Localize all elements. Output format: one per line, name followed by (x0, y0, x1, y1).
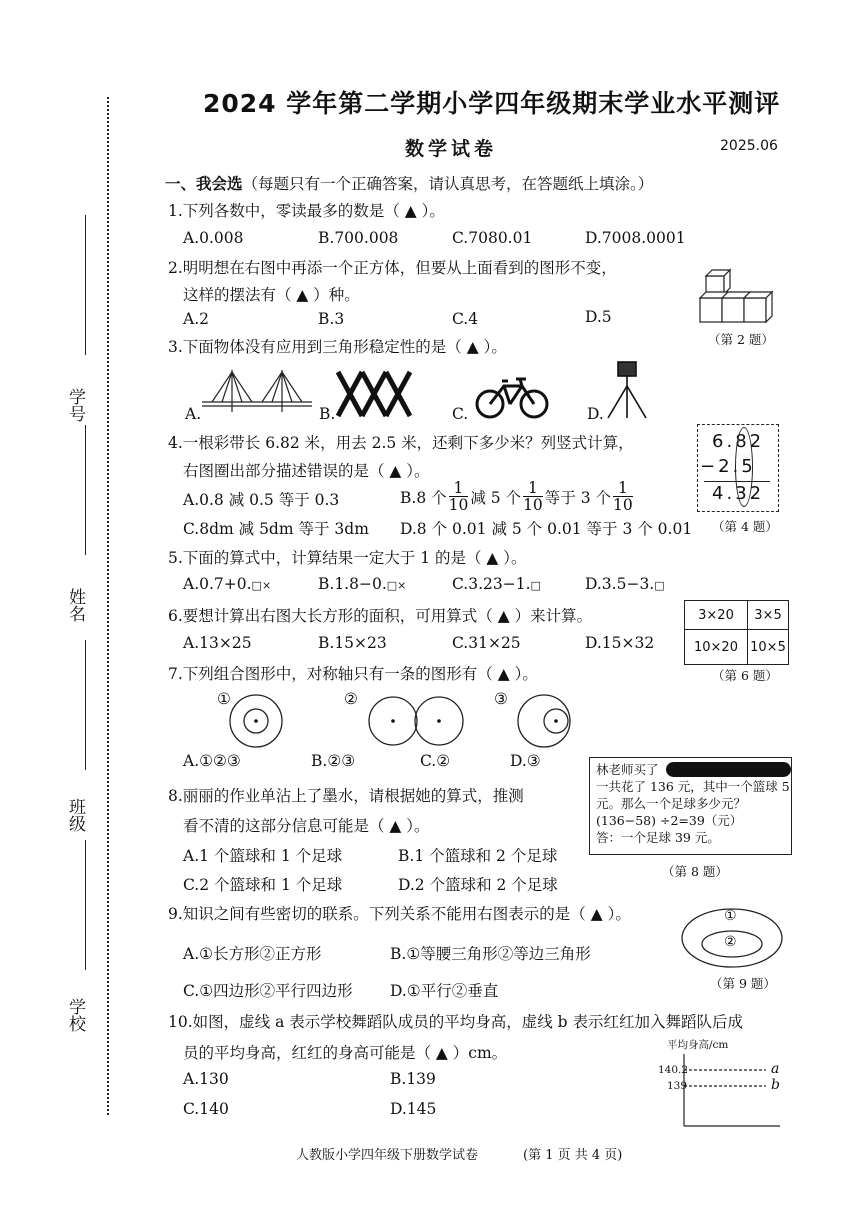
q3-bicycle-figure (474, 372, 550, 420)
q8-option-b: B.1 个篮球和 2 个足球 (398, 847, 558, 865)
q8-caption: （第 8 题） (662, 864, 728, 879)
q2-option-c: C.4 (452, 310, 479, 328)
q3-option-c: C. (452, 405, 469, 423)
q2-caption: （第 2 题） (708, 332, 774, 347)
q2-stem-line2: 这样的摆法有（ ▲ ）种。 (183, 286, 360, 304)
class-line (85, 840, 86, 970)
q9-caption: （第 9 题） (710, 976, 776, 991)
q4-vertical-calc (697, 424, 779, 512)
q1-option-b: B.700.008 (318, 229, 399, 247)
name-line-upper (85, 425, 86, 555)
q8-card-line-1: 林老师买了 (596, 761, 785, 778)
q6-option-a: A.13×25 (183, 634, 252, 652)
footer-page-number: (第 1 页 共 4 页) (523, 1148, 623, 1163)
student-id-line (85, 215, 86, 355)
q3-bridge-figure (202, 364, 312, 414)
q9-option-c: C.①四边形②平行四边形 (183, 982, 353, 1000)
q9-figure-label-1: ① (724, 908, 737, 924)
q7-figure-label-2: ② (344, 690, 358, 708)
q10-average-height-chart (632, 1052, 782, 1130)
section-heading (165, 172, 653, 194)
q10-chart-axis-label: 平均身高/cm (667, 1039, 729, 1051)
q8-card-line-4: (136−58) ÷2=39（元） (596, 813, 743, 828)
exam-title: 2024 学年第二学期小学四年级期末学业水平测评 (203, 89, 781, 118)
calc-row-1: 6.82 (712, 431, 765, 452)
q4-option-c: C.8dm 减 5dm 等于 3dm (183, 520, 369, 538)
q2-cube-figure (696, 262, 778, 332)
q4-fraction-2 (523, 480, 543, 513)
q9-option-a: A.①长方形②正方形 (183, 945, 322, 963)
q4-option-b-text1: B.8 个 (400, 488, 447, 507)
q10-option-a: A.130 (183, 1070, 229, 1088)
grid-cell: 3×5 (748, 601, 789, 630)
fraction-denominator: 10 (613, 496, 633, 514)
footer-title: 人教版小学四年级下册数学试卷 (296, 1148, 479, 1163)
q4-option-b (400, 480, 635, 513)
q10-tick-b: 139 (667, 1080, 688, 1092)
q8-card-line-2: 一共花了 136 元，其中一个篮球 5 (596, 779, 790, 794)
q4-option-a: A.0.8 减 0.5 等于 0.3 (183, 491, 340, 509)
q7-option-c: C.② (420, 752, 451, 770)
q7-figure-label-1: ① (217, 690, 231, 708)
q3-tripod-figure (604, 360, 650, 420)
q8-card-line-5: 答：一个足球 39 元。 (596, 830, 720, 845)
q4-option-b-text2: 减 5 个 (470, 488, 522, 507)
q10-tick-a: 140.2 (658, 1064, 689, 1076)
q9-option-b: B.①等腰三角形②等边三角形 (390, 945, 591, 963)
q5-option-b: B.1.8−0.□× (318, 575, 407, 593)
q9-figure-label-2: ② (724, 934, 737, 950)
q10-stem-line2: 员的平均身高，红红的身高可能是（ ▲ ）cm。 (183, 1044, 508, 1062)
q4-option-b-text3: 等于 3 个 (544, 488, 612, 507)
q8-option-a: A.1 个篮球和 1 个足球 (183, 847, 343, 865)
fraction-numerator: 1 (453, 479, 464, 497)
q4-fraction-1 (449, 480, 469, 513)
q8-card-line-3: 元。那么一个足球多少元？ (596, 796, 747, 811)
calc-row-3: 4.32 (712, 483, 765, 504)
q6-stem: 6.要想计算出右图大长方形的面积，可用算式（ ▲ ）来计算。 (168, 607, 593, 625)
q10-option-c: C.140 (183, 1100, 229, 1118)
class-label: 班级 (65, 798, 85, 832)
q2-stem-line1: 2.明明想在右图中再添一个正方体，但要从上面看到的图形不变， (168, 259, 617, 277)
q10-stem-line1: 10.如图，虚线 a 表示学校舞蹈队成员的平均身高，虚线 b 表示红红加入舞蹈队后成 (168, 1013, 744, 1031)
section-note: （每题只有一个正确答案，请认真思考，在答题纸上填涂。） (242, 175, 654, 193)
fraction-denominator: 10 (448, 496, 469, 514)
q9-stem: 9.知识之间有些密切的联系。下列关系不能用右图表示的是（ ▲ ）。 (168, 905, 631, 923)
exam-subtitle: 数学试卷 (405, 138, 498, 160)
name-line-lower (85, 640, 86, 770)
q4-stem-line2: 右图圈出部分描述错误的是（ ▲ ）。 (183, 462, 430, 480)
fraction-denominator: 10 (523, 496, 543, 514)
q7-figure-label-3: ③ (494, 690, 508, 708)
q10-line-a-label: a (771, 1061, 780, 1077)
calc-row-2: −2.5 (700, 456, 756, 477)
q5-option-a: A.0.7+0.□× (183, 575, 272, 593)
q7-option-b: B.②③ (311, 752, 356, 770)
q6-area-grid (684, 600, 789, 665)
q3-option-b: B. (319, 405, 336, 423)
binding-dotted-line (107, 97, 109, 1115)
q5-option-c: C.3.23−1.□ (452, 575, 541, 593)
q6-option-d: D.15×32 (585, 634, 655, 652)
q2-option-a: A.2 (183, 310, 209, 328)
ink-blot (666, 762, 791, 777)
q8-option-d: D.2 个篮球和 2 个足球 (398, 876, 558, 894)
q6-option-c: C.31×25 (452, 634, 521, 652)
q8-stem-line1: 8.丽丽的作业单沾上了墨水，请根据她的算式，推测 (168, 787, 524, 805)
q3-lattice-figure (334, 368, 414, 420)
grid-cell: 10×20 (685, 630, 748, 665)
q7-figure-3-inner-circle (516, 693, 572, 749)
q8-stem-line2: 看不清的这部分信息可能是（ ▲ ）。 (183, 817, 430, 835)
q4-fraction-3 (613, 480, 633, 513)
q6-caption: （第 6 题） (712, 668, 778, 683)
fraction-numerator: 1 (527, 479, 538, 497)
student-id-label: 学号 (65, 388, 85, 422)
q5-option-d: D.3.5−3.□ (585, 575, 665, 593)
q1-option-d: D.7008.0001 (585, 229, 686, 247)
q3-option-a: A. (185, 405, 202, 423)
q3-stem: 3.下面物体没有应用到三角形稳定性的是（ ▲ ）。 (168, 338, 507, 356)
exam-date: 2025.06 (720, 138, 778, 154)
q2-option-d: D.5 (585, 308, 612, 326)
grid-cell: 10×5 (748, 630, 789, 665)
q10-option-b: B.139 (390, 1070, 436, 1088)
q7-option-a: A.①②③ (183, 752, 241, 770)
q1-option-a: A.0.008 (183, 229, 244, 247)
q8-option-c: C.2 个篮球和 1 个足球 (183, 876, 343, 894)
q6-option-b: B.15×23 (318, 634, 387, 652)
q1-option-c: C.7080.01 (452, 229, 533, 247)
name-label: 姓名 (65, 588, 85, 622)
fraction-numerator: 1 (617, 479, 628, 497)
q7-figure-2-tangent-circles (368, 694, 464, 748)
q4-stem-line1: 4.一根彩带长 6.82 米，用去 2.5 米，还剩下多少米？列竖式计算， (168, 434, 634, 452)
school-label: 学校 (65, 998, 85, 1032)
grid-cell: 3×20 (685, 601, 748, 630)
q7-figure-1-concentric-circles (228, 693, 284, 749)
section-title: 一、我会选 (165, 174, 243, 193)
q1-stem: 1.下列各数中，零读最多的数是（ ▲ ）。 (168, 202, 445, 220)
q7-stem: 7.下列组合图形中，对称轴只有一条的图形有（ ▲ ）。 (168, 665, 538, 683)
q4-option-d: D.8 个 0.01 减 5 个 0.01 等于 3 个 0.01 (400, 520, 693, 538)
q7-option-d: D.③ (510, 752, 541, 770)
q8-homework-card (589, 757, 792, 855)
q2-option-b: B.3 (318, 310, 345, 328)
q10-option-d: D.145 (390, 1100, 437, 1118)
q3-option-d: D. (587, 405, 604, 423)
q5-stem: 5.下面的算式中，计算结果一定大于 1 的是（ ▲ ）。 (168, 549, 527, 567)
q4-caption: （第 4 题） (712, 519, 778, 534)
calc-circle-mark (735, 427, 753, 507)
q10-line-b-label: b (771, 1077, 780, 1093)
q9-option-d: D.①平行②垂直 (390, 982, 499, 1000)
